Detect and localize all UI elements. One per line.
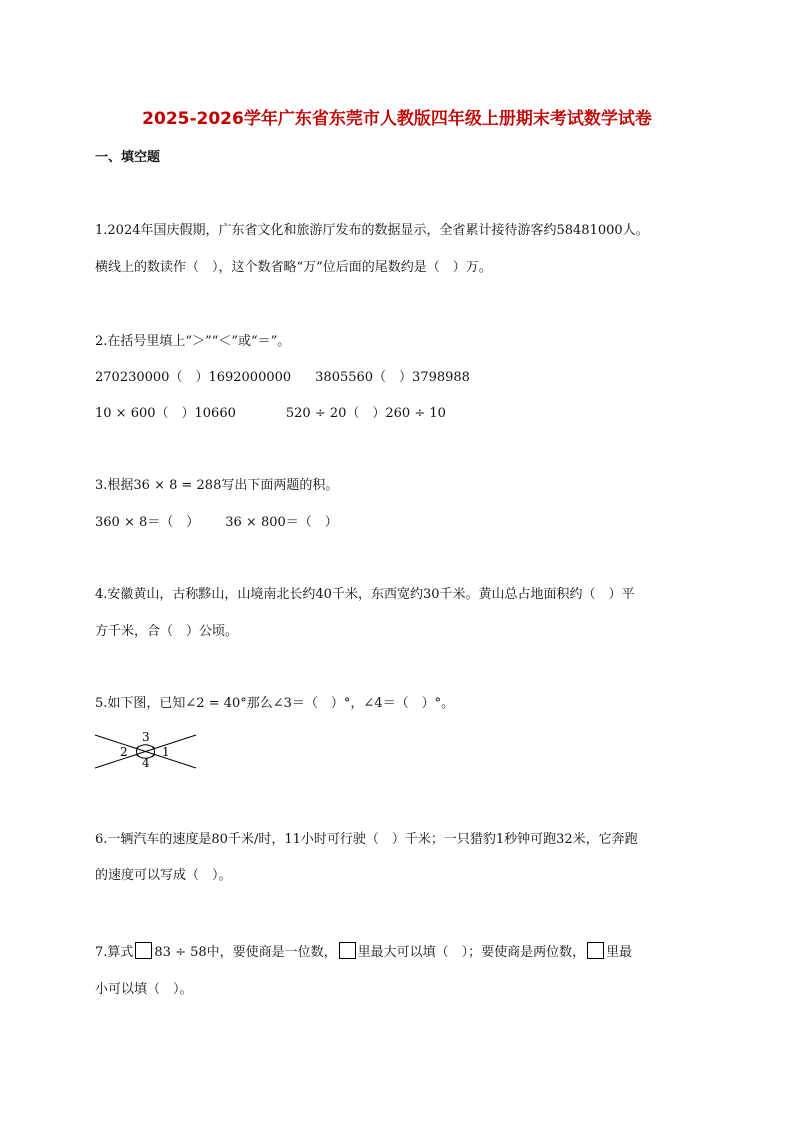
question-2-row-1 <box>95 366 470 385</box>
question-3-row <box>95 511 338 530</box>
blank-box <box>587 942 604 959</box>
question-4-line-2: 方千米，合（ ）公顷。 <box>95 624 239 639</box>
question-2-item-d: 520 ÷ 20（ ）260 ÷ 10 <box>285 406 446 421</box>
question-2-item-b: 3805560（ ）3798988 <box>315 370 470 385</box>
question-3-item-b: 36 × 800＝（ ） <box>225 515 338 530</box>
question-5-line-1: 5.如下图，已知∠2 = 40°那么∠3＝（ ）°，∠4＝（ ）°。 <box>95 696 455 711</box>
question-2-item-a: 270230000（ ）1692000000 <box>95 370 292 385</box>
question-6-line-1: 6.一辆汽车的速度是80千米/时，11小时可行驶（ ）千米；一只猎豹1秒钟可跑32米，它奔跑 <box>95 832 638 847</box>
question-3-item-a: 360 × 8＝（ ） <box>95 515 200 530</box>
question-2-item-c: 10 × 600（ ）10660 <box>95 406 236 421</box>
question-7-prefix: 7.算式 <box>95 945 134 960</box>
page-title: 2025-2026学年广东省东莞市人教版四年级上册期末考试数学试卷 <box>142 109 652 129</box>
question-1-line-1: 1.2024年国庆假期，广东省文化和旅游厅发布的数据显示，全省累计接待游客约58481000人。 <box>95 223 649 238</box>
question-2-line-1: 2.在括号里填上“＞”“＜”或“＝”。 <box>95 334 291 349</box>
question-7-line-2: 小可以填（ ）。 <box>95 982 193 997</box>
question-6-line-2: 的速度可以写成（ ）。 <box>95 868 232 883</box>
question-7-part-3: 里最 <box>606 945 633 960</box>
question-1-line-2: 横线上的数读作（ ），这个数省略“万”位后面的尾数约是（ ）万。 <box>95 260 492 275</box>
blank-box <box>135 942 152 959</box>
question-7-line-1 <box>95 941 632 960</box>
angle-label-1: 1 <box>162 745 170 759</box>
question-2-row-2 <box>95 402 446 421</box>
angle-label-2: 2 <box>120 745 128 759</box>
section-heading: 一、填空题 <box>95 150 161 165</box>
intersecting-lines-figure <box>92 727 200 771</box>
angle-label-4: 4 <box>142 756 150 770</box>
question-4-line-1: 4.安徽黄山，古称黟山，山境南北长约40千米，东西宽约30千米。黄山总占地面积约（ ）平 <box>95 587 635 602</box>
question-7-part-2: 里最大可以填（ ）；要使商是两位数， <box>357 945 586 960</box>
angle-label-3: 3 <box>142 730 150 744</box>
blank-box <box>339 942 356 959</box>
question-7-part-1: 83 ÷ 58中，要使商是一位数， <box>154 945 337 960</box>
question-3-line-1: 3.根据36 × 8 = 288写出下面两题的积。 <box>95 478 339 493</box>
